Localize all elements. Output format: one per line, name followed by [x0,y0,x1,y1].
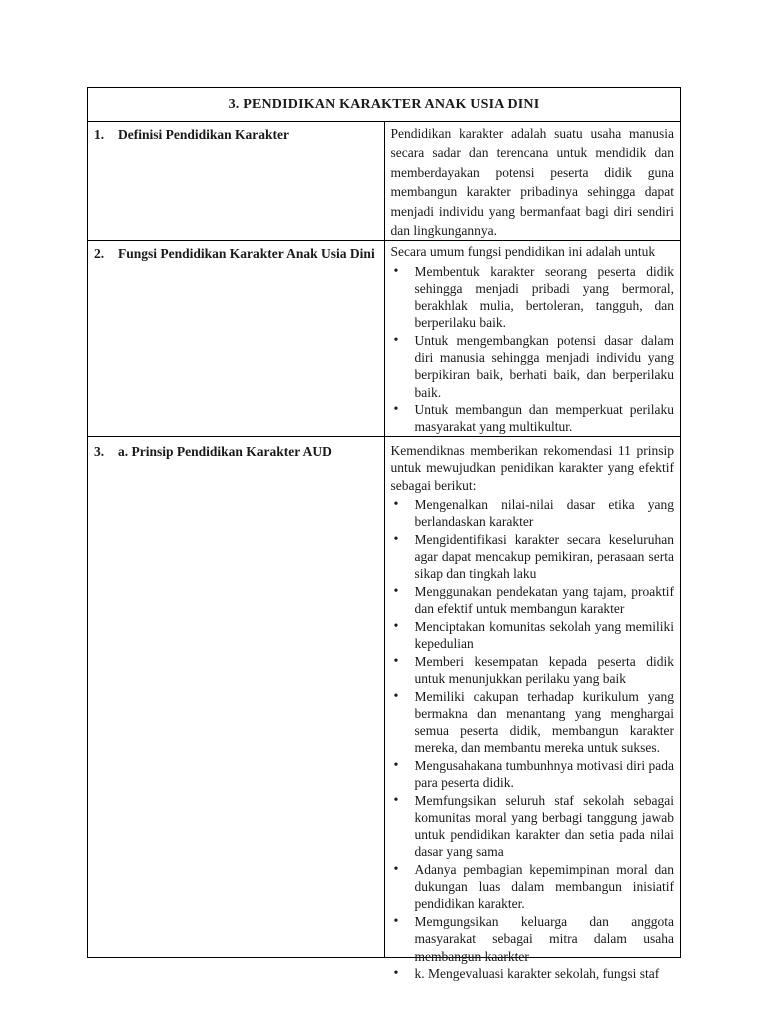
principles-intro: Kemendiknas memberikan rekomendasi 11 prinsip untuk mewujudkan penidikan karakter yang efektif sebagai berikut: [390,443,674,493]
list-item: • Untuk membangun dan memperkuat perilaku masyarakat yang multikultur. [391,401,675,435]
row-content-cell [384,437,681,982]
table-row [88,437,681,958]
row-content-cell [384,241,681,437]
row-label-cell [88,437,385,958]
row-label: Definisi Pendidikan Karakter [118,127,290,142]
row-label: Fungsi Pendidikan Karakter Anak Usia Dini [118,246,375,262]
list-item: • Menciptakan komunitas sekolah yang memiliki kepedulian [391,618,675,652]
list-item: • Memiliki cakupan terhadap kurikulum yang bermakna dan menantang yang menghargai semua peserta didik, membangun karakter mereka, dan membantu mereka untuk sukses. [391,688,675,757]
list-item: • Mengusahakana tumbunhnya motivasi diri pada para peserta didik. [391,757,675,791]
list-item: • Adanya pembagian kepemimpinan moral dan dukungan luas dalam membangun inisiatif pendidikan karakter. [391,861,675,913]
function-list [391,263,675,436]
list-item: • Mengenalkan nilai-nilai dasar etika yang berlandaskan karakter [391,496,675,530]
function-intro: Secara umum fungsi pendidikan ini adalah untuk [390,244,656,260]
table-title-row [88,88,681,122]
document-table [87,87,681,982]
row-label-cell [88,241,385,437]
row-number: 1. [94,127,105,142]
list-item: • Mengidentifikasi karakter secara keseluruhan agar dapat mencakup pemikiran, perasaan serta sikap dan tingkah laku [391,531,675,583]
list-item: • Untuk mengembangkan potensi dasar dalam diri manusia sehingga menjadi individu yang berpikiran baik, berhati baik, dan berperilaku baik. [391,332,675,401]
list-item: • Memgungsikan keluarga dan anggota masyarakat sebagai mitra dalam usaha membangun kaarkter [391,913,675,965]
row-label: a. Prinsip Pendidikan Karakter AUD [118,444,332,460]
table-title: 3. PENDIDIKAN KARAKTER ANAK USIA DINI [88,88,681,122]
definition-text: Pendidikan karakter adalah suatu usaha manusia secara sadar dan terencana untuk mendidik dan memberdayakan potensi peserta didik guna membangun karakter pribadinya sehingga dapat menjadi individu yang bermanfaat bagi diri sendiri dan lingkungannya. [390,126,674,239]
row-number: 2. [94,246,105,262]
row-content-cell [384,122,681,241]
table-row [88,241,681,437]
table-row [88,122,681,241]
list-item: • Memberi kesempatan kepada peserta didik untuk menunjukkan perilaku yang baik [391,653,675,687]
row-label-cell [88,122,385,241]
row-number: 3. [94,444,105,460]
list-item: • Memfungsikan seluruh staf sekolah sebagai komunitas moral yang berbagi tanggung jawab untuk pendidikan karakter dan setia pada nilai dasar yang sama [391,792,675,861]
list-item: • Menggunakan pendekatan yang tajam, proaktif dan efektif untuk membangun karakter [391,583,675,617]
list-item: • k. Mengevaluasi karakter sekolah, fungsi staf [391,965,675,982]
principles-list [391,496,675,983]
list-item: • Membentuk karakter seorang peserta didik sehingga menjadi pribadi yang bermoral, berakhlak mulia, bertoleran, tangguh, dan berperilaku baik. [391,263,675,332]
